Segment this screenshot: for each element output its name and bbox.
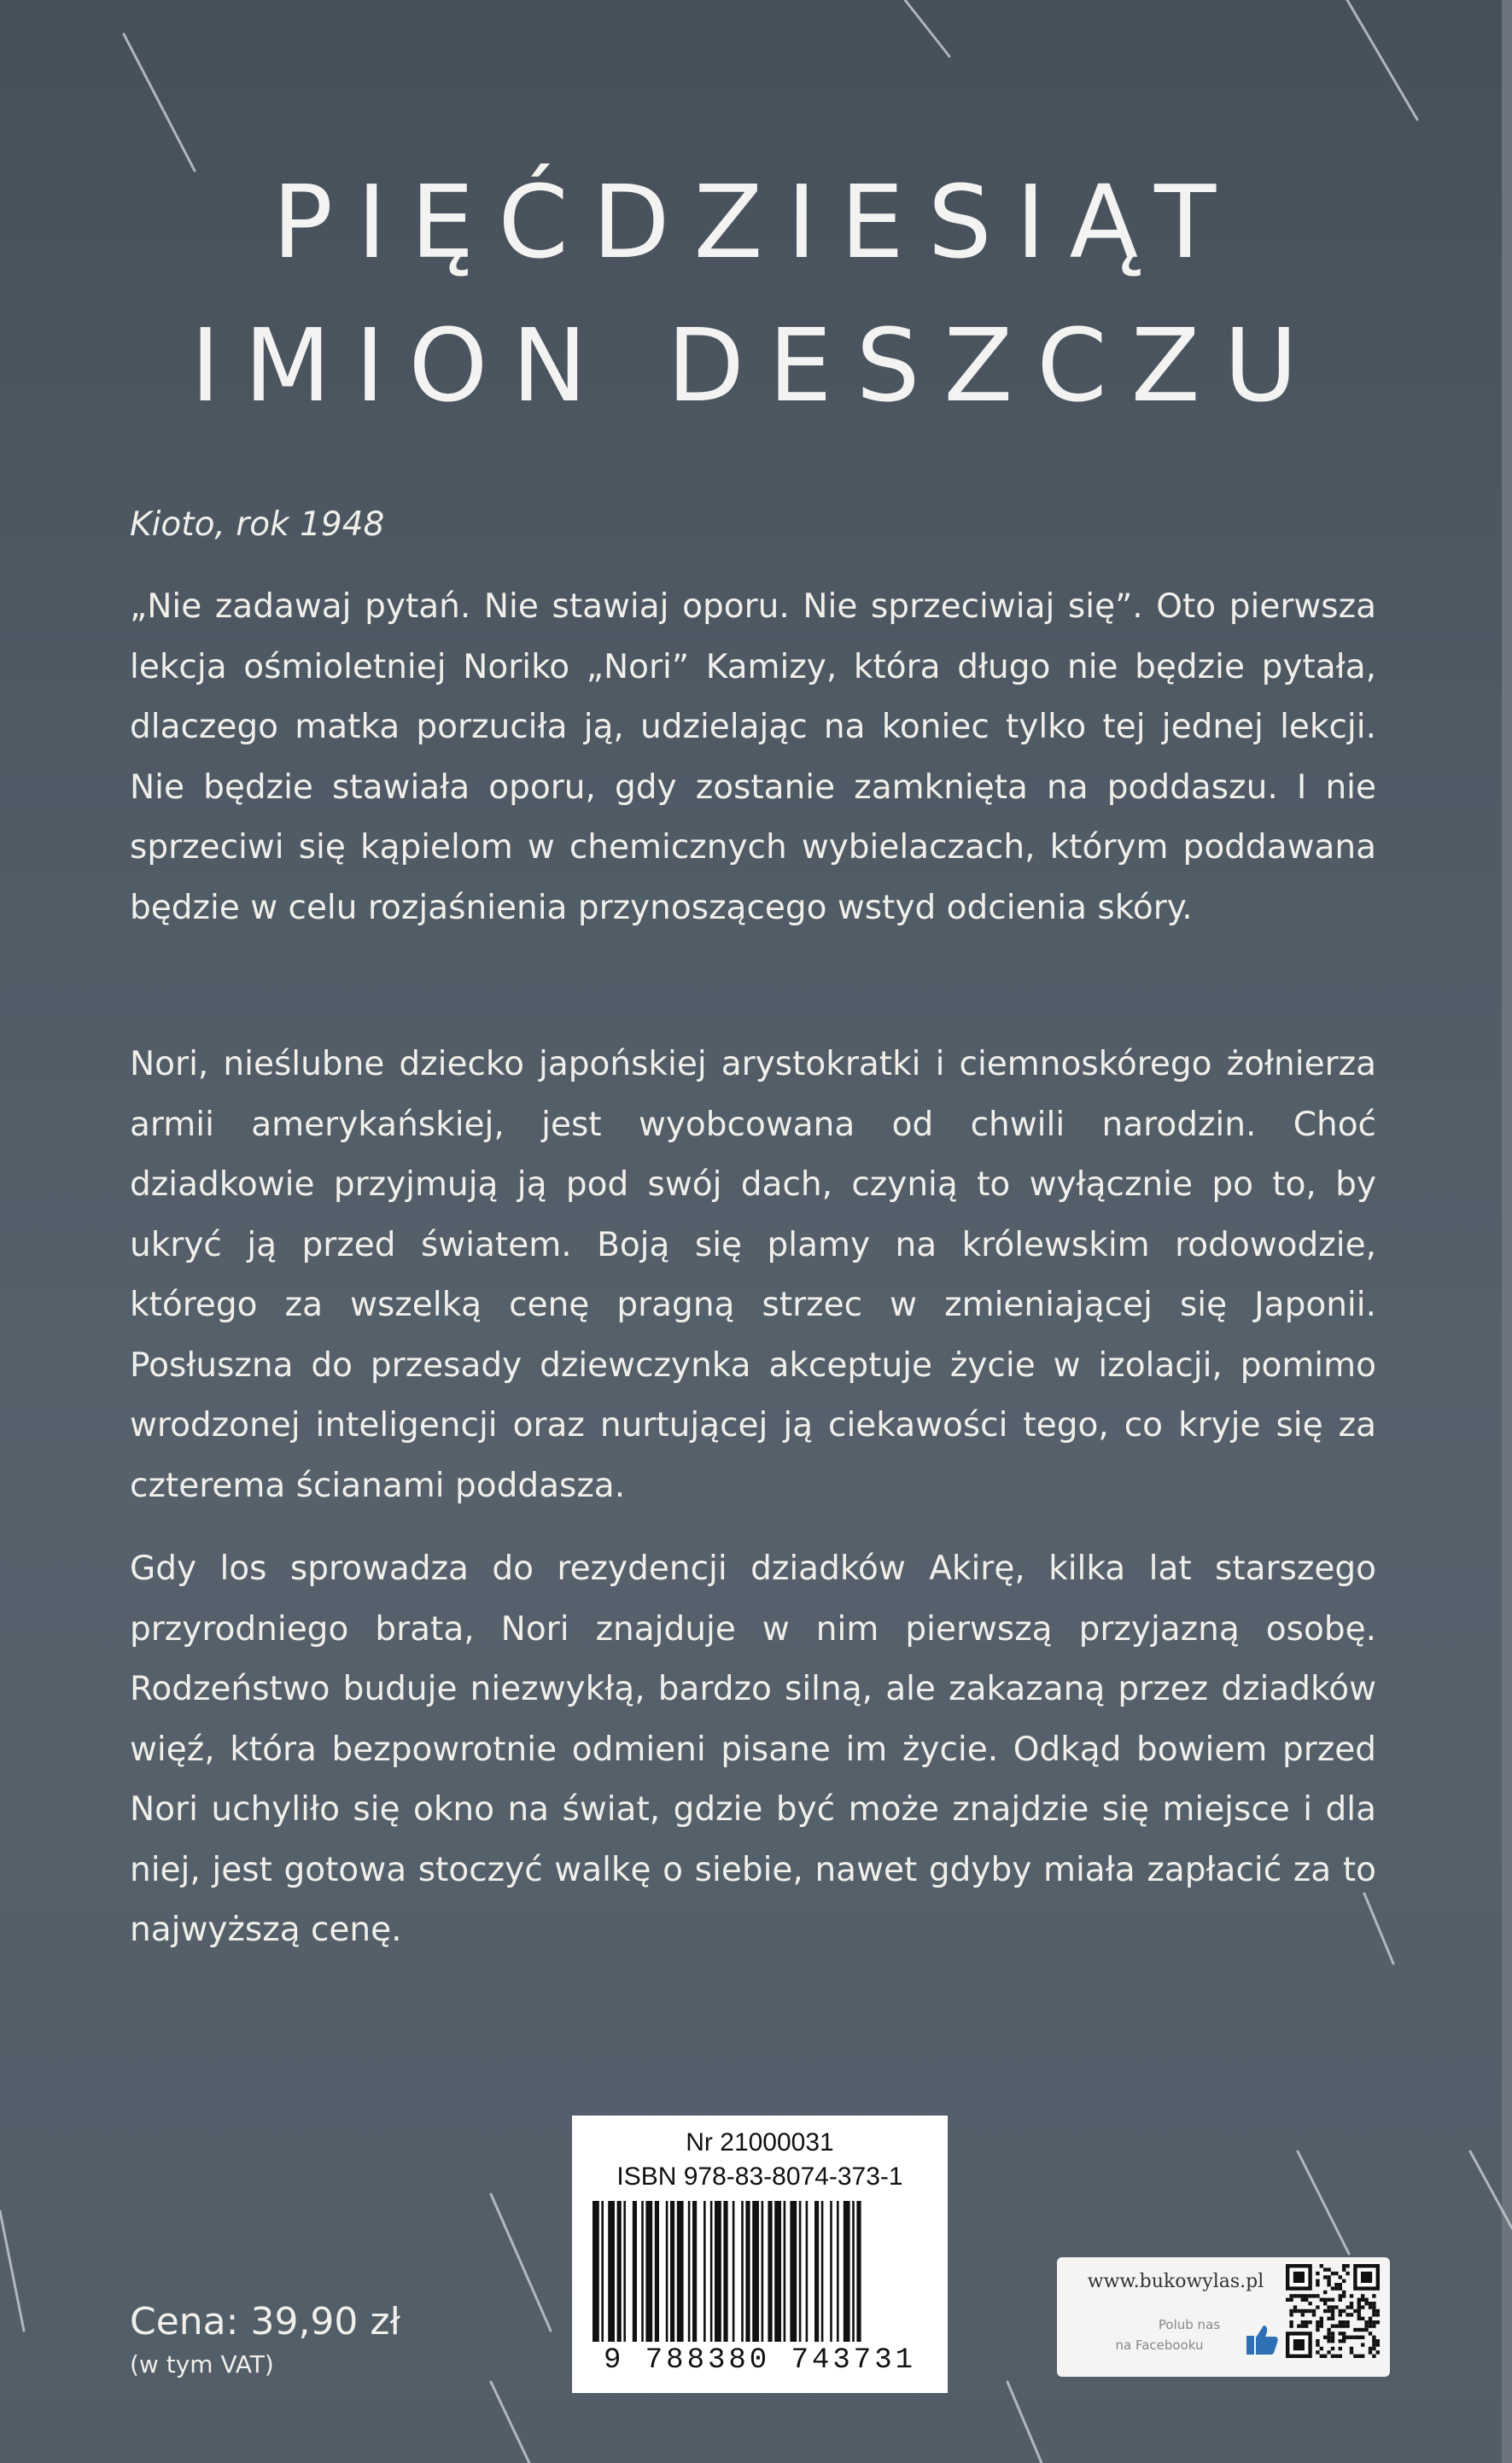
qr-module bbox=[1331, 2309, 1334, 2313]
barcode-bar bbox=[710, 2201, 713, 2342]
barcode-bar bbox=[799, 2201, 802, 2342]
qr-module bbox=[1331, 2313, 1334, 2316]
thumbs-up-icon bbox=[1243, 2320, 1281, 2358]
qr-module bbox=[1334, 2272, 1338, 2275]
qr-module bbox=[1308, 2320, 1311, 2324]
qr-module bbox=[1316, 2320, 1319, 2324]
qr-module bbox=[1369, 2324, 1372, 2327]
qr-module bbox=[1289, 2313, 1293, 2316]
qr-module bbox=[1369, 2302, 1372, 2305]
qr-finder bbox=[1293, 2339, 1305, 2350]
qr-module bbox=[1376, 2339, 1380, 2343]
qr-module bbox=[1346, 2272, 1349, 2275]
qr-module bbox=[1369, 2350, 1372, 2354]
qr-module bbox=[1353, 2336, 1357, 2339]
qr-module bbox=[1320, 2320, 1323, 2324]
rain-streak bbox=[905, 0, 949, 56]
qr-module bbox=[1357, 2317, 1361, 2320]
qr-module bbox=[1339, 2275, 1342, 2279]
barcode-bar bbox=[645, 2201, 652, 2342]
qr-module bbox=[1293, 2309, 1297, 2313]
qr-module bbox=[1316, 2305, 1319, 2308]
qr-module bbox=[1357, 2355, 1361, 2358]
qr-module bbox=[1323, 2275, 1327, 2279]
qr-finder bbox=[1293, 2272, 1305, 2283]
qr-module bbox=[1372, 2336, 1375, 2339]
qr-module bbox=[1320, 2298, 1323, 2302]
qr-module bbox=[1320, 2324, 1323, 2327]
price-label: Cena: 39,90 zł bbox=[130, 2300, 401, 2343]
qr-module bbox=[1305, 2320, 1308, 2324]
barcode-bar bbox=[752, 2201, 759, 2342]
qr-module bbox=[1350, 2305, 1353, 2308]
qr-module bbox=[1316, 2294, 1319, 2297]
barcode-bar bbox=[666, 2201, 668, 2342]
book-title-line-1: PIĘĆDZIESIĄT bbox=[271, 163, 1241, 282]
qr-module bbox=[1323, 2267, 1327, 2271]
qr-module bbox=[1331, 2317, 1334, 2320]
qr-module bbox=[1376, 2343, 1380, 2346]
qr-module bbox=[1301, 2324, 1305, 2327]
qr-module bbox=[1312, 2294, 1316, 2297]
barcode-bar bbox=[593, 2201, 599, 2342]
qr-module bbox=[1327, 2298, 1330, 2302]
barcode-icon bbox=[589, 2201, 931, 2342]
qr-module bbox=[1372, 2347, 1375, 2350]
barcode-bar bbox=[806, 2201, 809, 2342]
rain-streak bbox=[124, 34, 195, 171]
qr-module bbox=[1342, 2320, 1346, 2324]
qr-module bbox=[1289, 2298, 1293, 2302]
barcode-digits: 9 788380 743731 bbox=[603, 2344, 917, 2377]
qr-module bbox=[1372, 2305, 1375, 2308]
qr-module bbox=[1327, 2350, 1330, 2354]
barcode-bar bbox=[762, 2201, 764, 2342]
qr-module bbox=[1342, 2267, 1346, 2271]
rain-streak bbox=[1347, 0, 1417, 120]
qr-module bbox=[1342, 2324, 1346, 2327]
qr-module bbox=[1342, 2279, 1346, 2283]
qr-module bbox=[1334, 2283, 1338, 2286]
qr-module bbox=[1346, 2305, 1349, 2308]
publisher-promo bbox=[1057, 2257, 1390, 2377]
qr-module bbox=[1286, 2298, 1289, 2302]
qr-module bbox=[1339, 2347, 1342, 2350]
qr-module bbox=[1361, 2343, 1364, 2346]
rain-streak bbox=[1007, 2382, 1042, 2463]
qr-module bbox=[1339, 2324, 1342, 2327]
barcode-bar bbox=[715, 2201, 721, 2342]
qr-module bbox=[1342, 2264, 1346, 2267]
qr-module bbox=[1339, 2313, 1342, 2316]
qr-module bbox=[1361, 2294, 1364, 2297]
qr-module bbox=[1372, 2294, 1375, 2297]
qr-module bbox=[1376, 2309, 1380, 2313]
qr-module bbox=[1350, 2350, 1353, 2354]
qr-module bbox=[1369, 2332, 1372, 2335]
qr-module bbox=[1342, 2332, 1346, 2335]
qr-module bbox=[1339, 2286, 1342, 2290]
rain-streak bbox=[491, 2382, 529, 2463]
qr-module bbox=[1339, 2309, 1342, 2313]
qr-module bbox=[1316, 2324, 1319, 2327]
qr-module bbox=[1361, 2355, 1364, 2358]
qr-module bbox=[1323, 2309, 1327, 2313]
qr-module bbox=[1316, 2272, 1319, 2275]
qr-module bbox=[1346, 2324, 1349, 2327]
barcode-bar bbox=[768, 2201, 772, 2342]
qr-module bbox=[1342, 2309, 1346, 2313]
blurb-paragraph-1: „Nie zadawaj pytań. Nie stawiaj oporu. Nie sprzeciwiaj się”. Oto pierwsza lekcja ośmioletniej Noriko „Nori” Kamizy, która długo nie będzie pytała, dlaczego matka porzuciła ją, udzielając na koniec tylko tej jednej lekcji. Nie będzie stawiała oporu, gdy zostanie zamknięta na poddaszu. I nie sprzeciwi się kąpielom w chemicznych wybielaczach, którym poddawana będzie w celu rozjaśnienia przynoszącego wstyd odcienia skóry. bbox=[130, 587, 1376, 927]
qr-module bbox=[1297, 2309, 1300, 2313]
qr-module bbox=[1320, 2264, 1323, 2267]
qr-module bbox=[1342, 2294, 1346, 2297]
publisher-url[interactable]: www.bukowylas.pl bbox=[1087, 2271, 1264, 2292]
price-block bbox=[130, 2297, 400, 2382]
qr-module bbox=[1369, 2305, 1372, 2308]
catalog-number: Nr 21000031 bbox=[686, 2128, 834, 2157]
qr-module bbox=[1316, 2350, 1319, 2354]
barcode-bar bbox=[633, 2201, 637, 2342]
qr-module bbox=[1342, 2291, 1346, 2294]
qr-code-icon bbox=[1286, 2264, 1385, 2370]
qr-module bbox=[1327, 2328, 1330, 2332]
qr-module bbox=[1331, 2305, 1334, 2308]
qr-module bbox=[1372, 2309, 1375, 2313]
rain-streak bbox=[1298, 2151, 1349, 2254]
qr-module bbox=[1305, 2324, 1308, 2327]
qr-module bbox=[1353, 2309, 1357, 2313]
qr-module bbox=[1364, 2302, 1368, 2305]
qr-module bbox=[1308, 2309, 1311, 2313]
blurb-paragraph-2: Nori, nieślubne dziecko japońskiej arystokratki i ciemnoskórego żołnierza armii amerykańskiej, jest wyobcowana od chwili narodzin. Choć dziadkowie przyjmują ją pod swój dach, czynią to wyłącznie po to, by ukryć ją przed światem. Boją się plamy na królewskim rodowodzie, którego za wszelką cenę pragną strzec w zmieniającej się Japonii. Posłuszna do przesady dziewczynka akceptuje życie w izolacji, pomimo wrodzonej inteligencji oraz nurtującej ją ciekawości tego, co kryje się za czterema ścianami poddasza. bbox=[130, 1045, 1376, 1505]
qr-module bbox=[1331, 2272, 1334, 2275]
facebook-like-text-2: na Facebooku bbox=[1115, 2338, 1204, 2353]
barcode-panel bbox=[572, 2116, 948, 2393]
qr-module bbox=[1350, 2347, 1353, 2350]
qr-module bbox=[1289, 2309, 1293, 2313]
barcode-bar bbox=[741, 2201, 744, 2342]
qr-module bbox=[1353, 2355, 1357, 2358]
qr-module bbox=[1350, 2313, 1353, 2316]
barcode-bar bbox=[703, 2201, 706, 2342]
qr-module bbox=[1327, 2332, 1330, 2335]
isbn-number: ISBN 978-83-8074-373-1 bbox=[616, 2162, 903, 2191]
qr-module bbox=[1357, 2298, 1361, 2302]
qr-module bbox=[1301, 2320, 1305, 2324]
barcode-bar bbox=[856, 2201, 861, 2342]
qr-module bbox=[1331, 2286, 1334, 2290]
barcode-bar bbox=[830, 2201, 832, 2342]
qr-module bbox=[1331, 2298, 1334, 2302]
qr-module bbox=[1376, 2313, 1380, 2316]
qr-module bbox=[1369, 2320, 1372, 2324]
qr-module bbox=[1372, 2302, 1375, 2305]
qr-module bbox=[1339, 2339, 1342, 2343]
qr-module bbox=[1331, 2324, 1334, 2327]
qr-module bbox=[1327, 2317, 1330, 2320]
qr-module bbox=[1364, 2328, 1368, 2332]
qr-module bbox=[1323, 2336, 1327, 2339]
qr-module bbox=[1312, 2309, 1316, 2313]
qr-module bbox=[1372, 2320, 1375, 2324]
qr-module bbox=[1339, 2298, 1342, 2302]
qr-module bbox=[1376, 2350, 1380, 2354]
barcode-bar bbox=[641, 2201, 644, 2342]
barcode-bar bbox=[608, 2201, 615, 2342]
qr-module bbox=[1312, 2313, 1316, 2316]
qr-module bbox=[1364, 2324, 1368, 2327]
qr-module bbox=[1301, 2313, 1305, 2316]
qr-module bbox=[1327, 2275, 1330, 2279]
qr-module bbox=[1346, 2313, 1349, 2316]
barcode-bar bbox=[844, 2201, 850, 2342]
qr-module bbox=[1293, 2305, 1297, 2308]
qr-module bbox=[1350, 2302, 1353, 2305]
blurb-paragraph-3: Gdy los sprowadza do rezydencji dziadków Akirę, kilka lat starszego przyrodniego brata, Nori znajduje w nim pierwszą przyjazną osobę. Rodzeństwo buduje niezwykłą, bardzo silną, ale zakazaną przez dziadków więź, która bezpowrotnie odmieni pisane im życie. Odkąd bowiem przed Nori uchyliło się okno na świat, gdzie być może znajdzie się miejsce i dla niej, jest gotowa stoczyć walkę o siebie, nawet gdyby miała zapłacić za to najwyższą cenę. bbox=[130, 1550, 1376, 1949]
qr-module bbox=[1364, 2298, 1368, 2302]
qr-module bbox=[1305, 2294, 1308, 2297]
qr-module bbox=[1316, 2343, 1319, 2346]
barcode-bar bbox=[617, 2201, 622, 2342]
qr-module bbox=[1316, 2339, 1319, 2343]
qr-module bbox=[1357, 2313, 1361, 2316]
vat-note: (w tym VAT) bbox=[130, 2350, 274, 2378]
rain-streak bbox=[1470, 2151, 1512, 2228]
qr-module bbox=[1346, 2264, 1349, 2267]
qr-module bbox=[1331, 2336, 1334, 2339]
qr-module bbox=[1327, 2339, 1330, 2343]
qr-module bbox=[1327, 2279, 1330, 2283]
qr-module bbox=[1301, 2298, 1305, 2302]
qr-module bbox=[1305, 2309, 1308, 2313]
qr-module bbox=[1334, 2324, 1338, 2327]
qr-module bbox=[1334, 2286, 1338, 2290]
qr-module bbox=[1372, 2339, 1375, 2343]
qr-module bbox=[1308, 2294, 1311, 2297]
place-date: Kioto, rok 1948 bbox=[130, 505, 385, 544]
qr-module bbox=[1320, 2317, 1323, 2320]
qr-module bbox=[1357, 2336, 1361, 2339]
qr-module bbox=[1339, 2283, 1342, 2286]
barcode-bar bbox=[784, 2201, 786, 2342]
qr-module bbox=[1361, 2298, 1364, 2302]
qr-module bbox=[1323, 2291, 1327, 2294]
barcode-bar bbox=[790, 2201, 797, 2342]
qr-module bbox=[1361, 2305, 1364, 2308]
qr-module bbox=[1327, 2305, 1330, 2308]
qr-module bbox=[1331, 2347, 1334, 2350]
qr-module bbox=[1289, 2294, 1293, 2297]
qr-module bbox=[1342, 2339, 1346, 2343]
qr-module bbox=[1361, 2317, 1364, 2320]
qr-module bbox=[1308, 2302, 1311, 2305]
barcode-bar bbox=[688, 2201, 691, 2342]
qr-module bbox=[1323, 2298, 1327, 2302]
barcode-bar bbox=[774, 2201, 781, 2342]
qr-module bbox=[1372, 2313, 1375, 2316]
qr-module bbox=[1372, 2343, 1375, 2346]
book-title-line-2: IMION DESZCZU bbox=[190, 306, 1322, 425]
qr-module bbox=[1305, 2298, 1308, 2302]
qr-module bbox=[1320, 2355, 1323, 2358]
qr-module bbox=[1316, 2328, 1319, 2332]
qr-module bbox=[1346, 2320, 1349, 2324]
barcode-bar bbox=[677, 2201, 684, 2342]
qr-module bbox=[1297, 2294, 1300, 2297]
qr-module bbox=[1327, 2309, 1330, 2313]
qr-module bbox=[1331, 2355, 1334, 2358]
qr-module bbox=[1316, 2279, 1319, 2283]
qr-module bbox=[1331, 2332, 1334, 2335]
barcode-bar bbox=[723, 2201, 727, 2342]
qr-module bbox=[1293, 2294, 1297, 2297]
barcode-bar bbox=[601, 2201, 604, 2342]
qr-module bbox=[1357, 2302, 1361, 2305]
qr-module bbox=[1369, 2317, 1372, 2320]
qr-module bbox=[1364, 2320, 1368, 2324]
qr-module bbox=[1376, 2320, 1380, 2324]
qr-module bbox=[1346, 2336, 1349, 2339]
barcode-bar bbox=[733, 2201, 735, 2342]
qr-module bbox=[1331, 2339, 1334, 2343]
qr-module bbox=[1339, 2294, 1342, 2297]
barcode-bar bbox=[814, 2201, 819, 2342]
barcode-bar bbox=[623, 2201, 626, 2342]
qr-module bbox=[1323, 2302, 1327, 2305]
qr-module bbox=[1339, 2320, 1342, 2324]
qr-module bbox=[1350, 2336, 1353, 2339]
barcode-bar bbox=[837, 2201, 839, 2342]
qr-finder bbox=[1361, 2272, 1372, 2283]
qr-module bbox=[1353, 2328, 1357, 2332]
qr-module bbox=[1301, 2294, 1305, 2297]
qr-module bbox=[1361, 2328, 1364, 2332]
qr-module bbox=[1289, 2324, 1293, 2327]
qr-module bbox=[1357, 2305, 1361, 2308]
barcode-bar bbox=[852, 2201, 855, 2342]
qr-module bbox=[1316, 2283, 1319, 2286]
qr-module bbox=[1342, 2336, 1346, 2339]
qr-module bbox=[1327, 2267, 1330, 2271]
qr-module bbox=[1369, 2347, 1372, 2350]
qr-module bbox=[1350, 2294, 1353, 2297]
qr-module bbox=[1357, 2309, 1361, 2313]
barcode-bar bbox=[655, 2201, 659, 2342]
qr-module bbox=[1357, 2328, 1361, 2332]
qr-module bbox=[1301, 2309, 1305, 2313]
barcode-bar bbox=[692, 2201, 697, 2342]
qr-module bbox=[1339, 2332, 1342, 2335]
qr-module bbox=[1334, 2305, 1338, 2308]
qr-module bbox=[1289, 2320, 1293, 2324]
qr-module bbox=[1361, 2336, 1364, 2339]
barcode-bar bbox=[670, 2201, 674, 2342]
barcode-bar bbox=[745, 2201, 750, 2342]
qr-module bbox=[1334, 2355, 1338, 2358]
barcode-bar bbox=[821, 2201, 824, 2342]
qr-module bbox=[1323, 2355, 1327, 2358]
rain-streak bbox=[0, 2211, 24, 2331]
qr-module bbox=[1339, 2355, 1342, 2358]
qr-module bbox=[1372, 2355, 1375, 2358]
rain-streak bbox=[491, 2194, 551, 2331]
qr-module bbox=[1327, 2283, 1330, 2286]
qr-module bbox=[1327, 2336, 1330, 2339]
qr-module bbox=[1372, 2324, 1375, 2327]
qr-module bbox=[1297, 2324, 1300, 2327]
facebook-like-text-1: Polub nas bbox=[1158, 2317, 1221, 2332]
qr-module bbox=[1320, 2347, 1323, 2350]
